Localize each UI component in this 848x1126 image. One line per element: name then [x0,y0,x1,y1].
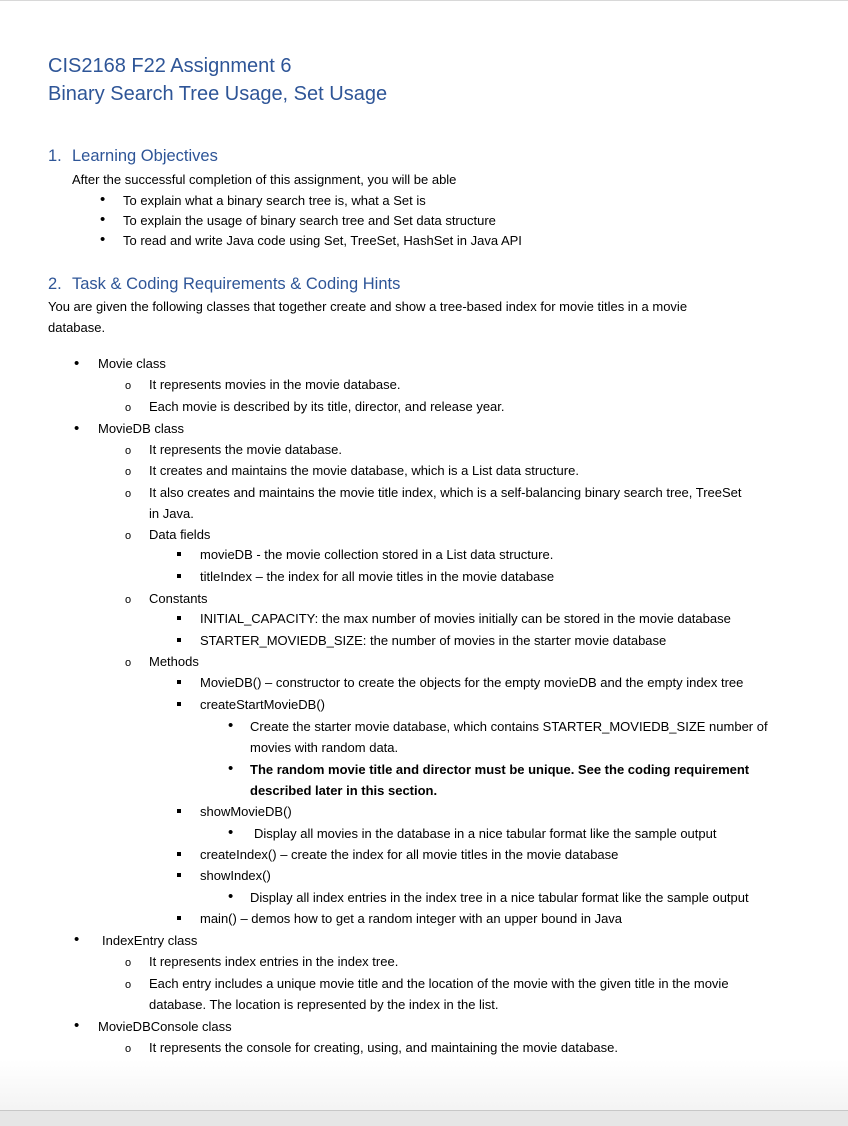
bullet-icon [74,931,79,948]
square-bullet-icon [177,873,181,877]
circle-bullet-icon [125,590,131,609]
doc-title-line1: CIS2168 F22 Assignment 6 [48,55,292,77]
method-create-index: createIndex() – create the index for all movie titles in the movie database [200,847,619,862]
movie-item: It represents movies in the movie database. [149,377,401,392]
method-main: main() – demos how to get a random integer with an upper bound in Java [200,911,623,926]
moviedb-item: It represents the movie database. [149,442,342,457]
method-show-db: showMovieDB() [200,804,292,819]
doc-title-line2: Binary Search Tree Usage, Set Usage [48,83,388,105]
section2-heading: Task & Coding Requirements & Coding Hints [72,275,401,293]
objective-item: To explain the usage of binary search tree and Set data structure [123,213,496,228]
indexentry-class-label: IndexEntry class [102,933,198,948]
objective-item: To read and write Java code using Set, TreeSet, HashSet in Java API [123,233,522,248]
circle-bullet-icon [125,376,131,395]
indexentry-item-cont: database. The location is represented by the index in the list. [149,997,499,1012]
movie-class-label: Movie class [98,356,166,371]
bullet-icon [100,231,105,248]
create-start-detail-2b: described later in this section. [250,783,438,798]
moviedb-item: It also creates and maintains the movie title index, which is a self-balancing binary search tree, TreeSet [149,485,742,500]
circle-bullet-icon [125,1039,131,1058]
square-bullet-icon [177,702,181,706]
section2-number: 2. [48,275,62,293]
circle-bullet-icon [125,462,131,481]
section2-intro-line2: database. [48,320,106,335]
circle-bullet-icon [125,441,131,460]
console-item: It represents the console for creating, using, and maintaining the movie database. [149,1040,619,1055]
circle-bullet-icon [125,975,131,994]
movie-item: Each movie is described by its title, director, and release year. [149,399,505,414]
square-bullet-icon [177,809,181,813]
constant-item: INITIAL_CAPACITY: the max number of movies initially can be stored in the movie database [200,611,731,626]
moviedb-item: It creates and maintains the movie database, which is a List data structure. [149,463,579,478]
circle-bullet-icon [125,398,131,417]
indexentry-item: Each entry includes a unique movie title and the location of the movie with the given title in the movie [149,976,729,991]
circle-bullet-icon [125,484,131,503]
constant-item: STARTER_MOVIEDB_SIZE: the number of movies in the starter movie database [200,633,667,648]
bullet-icon [228,760,233,777]
data-field-item: titleIndex – the index for all movie titles in the movie database [200,569,555,584]
square-bullet-icon [177,852,181,856]
bullet-icon [74,355,79,372]
square-bullet-icon [177,638,181,642]
show-db-detail: Display all movies in the database in a nice tabular format like the sample output [254,826,717,841]
method-constructor: MovieDB() – constructor to create the objects for the empty movieDB and the empty index tree [200,675,744,690]
bullet-icon [100,211,105,228]
square-bullet-icon [177,680,181,684]
square-bullet-icon [177,616,181,620]
objective-item: To explain what a binary search tree is, what a Set is [123,193,426,208]
bottom-bar [0,1111,848,1126]
method-create-start: createStartMovieDB() [200,697,325,712]
section2-intro-line1: You are given the following classes that together create and show a tree-based index for movie titles in a movie [48,299,688,314]
circle-bullet-icon [125,653,131,672]
bullet-icon [228,824,233,841]
methods-label: Methods [149,654,199,669]
section1-number: 1. [48,147,62,165]
square-bullet-icon [177,574,181,578]
console-class-label: MovieDBConsole class [98,1019,232,1034]
bullet-icon [74,420,79,437]
section1-heading: Learning Objectives [72,147,218,165]
create-start-detail-2a: The random movie title and director must be unique. See the coding requirement [250,762,750,777]
section1-intro: After the successful completion of this assignment, you will be able [72,172,457,187]
bullet-icon [100,191,105,208]
circle-bullet-icon [125,953,131,972]
circle-bullet-icon [125,526,131,545]
square-bullet-icon [177,552,181,556]
bullet-icon [228,888,233,905]
create-start-detail-1a: Create the starter movie database, which contains STARTER_MOVIEDB_SIZE number of [250,719,768,734]
bullet-icon [74,1017,79,1034]
data-fields-label: Data fields [149,527,211,542]
square-bullet-icon [177,916,181,920]
bullet-icon [228,717,233,734]
data-field-item: movieDB - the movie collection stored in a List data structure. [200,547,554,562]
indexentry-item: It represents index entries in the index tree. [149,954,399,969]
moviedb-item-cont: in Java. [149,506,194,521]
moviedb-class-label: MovieDB class [98,421,184,436]
method-show-index: showIndex() [200,868,271,883]
show-index-detail: Display all index entries in the index tree in a nice tabular format like the sample output [250,890,749,905]
create-start-detail-1b: movies with random data. [250,740,399,755]
constants-label: Constants [149,591,208,606]
